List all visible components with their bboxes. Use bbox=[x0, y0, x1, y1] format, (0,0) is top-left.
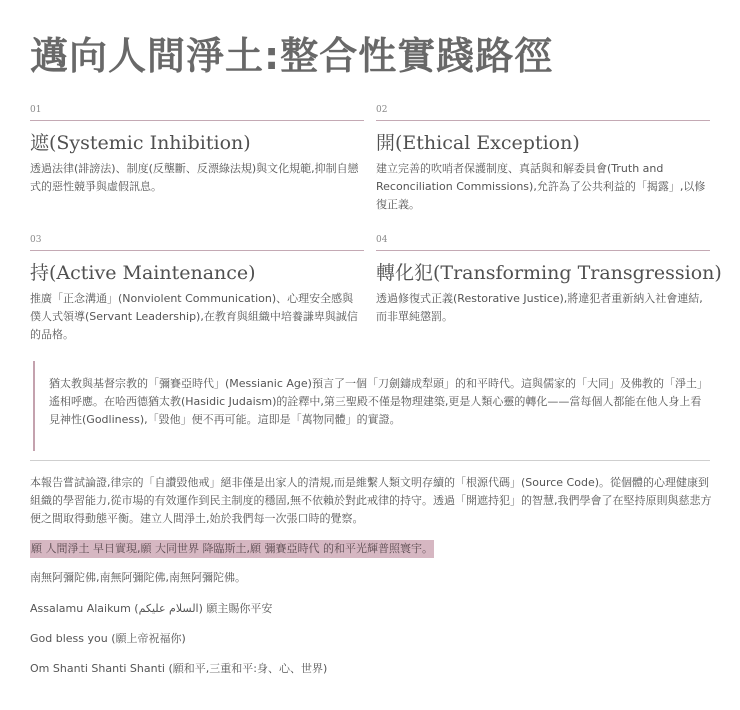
prayer-line-amitabha: 南無阿彌陀佛,南無阿彌陀佛,南無阿彌陀佛。 bbox=[30, 571, 246, 584]
card-divider bbox=[376, 250, 710, 251]
prayer-line-om-shanti: Om Shanti Shanti Shanti (願和平,三重和平:身、心、世界) bbox=[30, 662, 328, 675]
highlighted-blessing: 願 人間淨土 早日實現,願 大同世界 降臨斯土,願 彌賽亞時代 的和平光輝普照寰宇。 bbox=[30, 540, 434, 558]
principle-card-maintenance bbox=[30, 234, 364, 344]
card-number: 03 bbox=[30, 235, 42, 245]
card-divider bbox=[376, 120, 710, 121]
principle-card-transgression bbox=[376, 234, 722, 326]
card-body: 透過修復式正義(Restorative Justice),將違犯者重新納入社會連結,而非單純懲罰。 bbox=[376, 292, 703, 323]
section-divider bbox=[30, 460, 710, 461]
principle-card-exception bbox=[376, 104, 710, 214]
messianic-quote: 猶太教與基督宗教的「彌賽亞時代」(Messianic Age)預言了一個「刀劍鑄成犁頭」的和平時代。這與儒家的「大同」及佛教的「淨土」遙相呼應。在哈西德猶太教(Hasidic Judaism)的詮釋中,第三聖殿不僅是物理建築,更是人類心靈的轉化——當每個人都能在他人身上看見神性(Godliness),「毀他」便不再可能。這即是「萬物同體」的實證。 bbox=[33, 361, 710, 451]
prayer-line-god-bless: God bless you (願上帝祝福你) bbox=[30, 632, 186, 645]
page-title: 邁向人間淨土:整合性實踐路徑 bbox=[30, 34, 554, 78]
card-divider bbox=[30, 250, 364, 251]
card-body: 透過法律(誹謗法)、制度(反壟斷、反漂綠法規)與文化規範,抑制自戀式的惡性競爭與虛假訊息。 bbox=[30, 162, 359, 193]
card-heading: 轉化犯(Transforming Transgression) bbox=[376, 262, 722, 284]
card-body: 建立完善的吹哨者保護制度、真話與和解委員會(Truth and Reconciliation Commissions),允許為了公共利益的「揭露」,以修復正義。 bbox=[376, 162, 706, 211]
card-heading: 遮(Systemic Inhibition) bbox=[30, 132, 251, 154]
card-divider bbox=[30, 120, 364, 121]
card-number: 04 bbox=[376, 235, 388, 245]
card-body: 推廣「正念溝通」(Nonviolent Communication)、心理安全感與僕人式領導(Servant Leadership),在教育與組織中培養謙卑與誠信的品格。 bbox=[30, 292, 358, 341]
card-number: 01 bbox=[30, 105, 42, 115]
prayer-line-salaam: Assalamu Alaikum (السلام عليكم) 願主賜你平安 bbox=[30, 602, 273, 615]
card-number: 02 bbox=[376, 105, 388, 115]
principle-card-inhibition bbox=[30, 104, 364, 196]
card-heading: 持(Active Maintenance) bbox=[30, 262, 256, 284]
summary-paragraph: 本報告嘗試論證,律宗的「自讚毀他戒」絕非僅是出家人的清規,而是維繫人類文明存續的「根源代碼」(Source Code)。從個體的心理健康到組織的學習能力,從市場的有效運作到民主制度的穩固,無不依賴於對此戒律的持守。透過「開遮持犯」的智慧,我們學會了在堅持原則與慈悲方便之間取得動態平衡。建立人間淨土,始於我們每一次張口時的覺察。 bbox=[30, 476, 712, 525]
card-heading: 開(Ethical Exception) bbox=[376, 132, 580, 154]
